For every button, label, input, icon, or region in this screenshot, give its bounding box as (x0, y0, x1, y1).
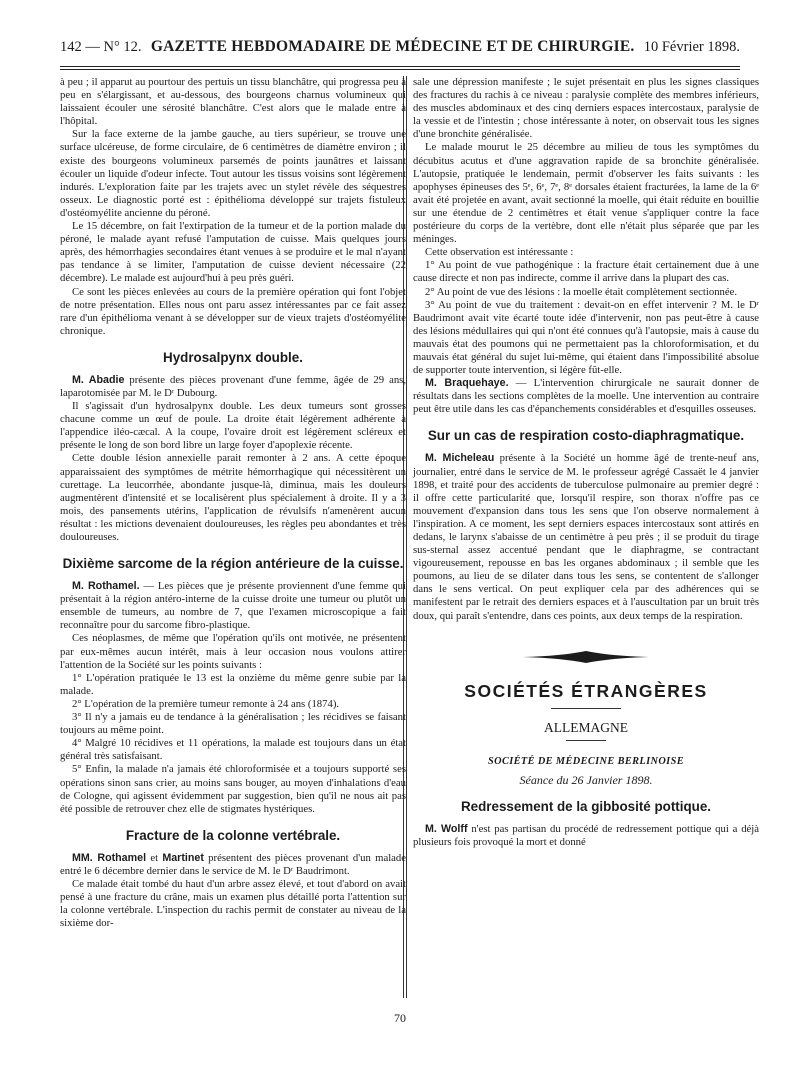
page-number: 70 (394, 1011, 406, 1025)
ornament-divider (413, 637, 759, 677)
section-heading-respiration: Sur un cas de respiration costo-diaphragmatique. (427, 428, 745, 444)
major-section-title: SOCIÉTÉS ÉTRANGÈRES (464, 680, 708, 701)
section-heading-hydrosalpynx: Hydrosalpynx double. (163, 349, 303, 365)
header-rule (60, 66, 740, 70)
body-paragraph: Sur la face externe de la jambe gauche, au tiers supérieur, se trouve une surface ulcéreuse, de forme circulaire, de 6 centimètres de diamètre environ ; il existe des bourgeons volumineux parsemés de points jaunâtres et laissant écouler un liquide d'odeur infecte. Tout autour les tissus voisins sont légèrement indurés. L'exploration faite par les trajets avec un stylet révèle des séquestres osseux. Le diagnostic porté est : épithélioma développé sur trajets fistuleux d'ostéomyélite ancienne du péroné. (60, 128, 406, 219)
body-paragraph (413, 452, 759, 622)
speaker-name: M. Abadie (72, 373, 125, 386)
body-paragraph: à peu ; il apparut au pourtour des pertuis un tissu blanchâtre, qui progressa peu à peu en s'élargissant, et au-dessous, des bourgeons charnus volumineux qui laissaient écouler une sérosité blanchâtre. C'est alors que le malade entre à l'hôpital. (60, 76, 406, 128)
list-item: 3° Au point de vue du traitement : devait-on en effet intervenir ? M. le Dʳ Baudrimont avait vite écarté toute idée d'intervenir, non pas peut-être à cause des lésions médullaires qui qui n'ont été connues qu'à l'autopsie, mais à cause du mauvais état des poumons qui ne permettaient pas la chloroformisation, et du mauvais état général du sujet lui-même, qui étaient dans l'impossibilité absolue de supporter toute intervention, si légère fût-elle. (413, 298, 759, 377)
body-paragraph: Ce sont les pièces enlevées au cours de la première opération qui font l'objet de notre présentation. Elles nous ont paru assez intéressantes par ce fait assez rare d'un épithélioma venant à se développer sur de vieux trajets d'ostéomyélite chronique. (60, 285, 406, 337)
issue-date: 10 Février 1898. (643, 39, 740, 55)
speaker-name: Martinet (162, 851, 204, 864)
section-heading-fracture: Fracture de la colonne vertébrale. (125, 827, 341, 843)
country-rule (566, 740, 606, 741)
title-rule (551, 708, 621, 709)
body-paragraph (60, 374, 406, 400)
section-heading-gibbosite: Redressement de la gibbosité pottique. (460, 799, 711, 815)
body-paragraph: Cette observation est intéressante : (425, 246, 574, 259)
paragraph-text: présente à la Société un homme âgé de trente-neuf ans, journalier, entré dans le service de M. le professeur agrégé Cassaët le 4 janvier 1898, et traité pour des accidents de tuberculose pulmonaire au premier degré : il offre cette particularité que, lorsqu'il respire, son thorax n'offre pas ce mouvement d'expansion dans tous les sens que l'on observe normalement à l'inspiration. A ce moment, les sept derniers espaces intercostaux sont attirés en dedans, le larynx s'abaisse de un centimètre à peu près ; il se produit du tirage sus-sternal assez accentué pendant que le diaphragme, se contractant vigoureusement, repousse en bas les organes abdominaux ; il semble que les poumons, au lieu de se dilater dans tous les sens, se contentent de s'allonger dans le sens vertical. On peut expliquer cela par des adhérences qui se manifestent par le retrait des derniers espaces et à l'auscultation par un bruit très doux, qui paraît s'entendre, dans ces points, aux deux temps de la respiration. (413, 452, 760, 622)
list-item: 1° Au point de vue pathogénique : la fracture était certainement due à une cause directe et non pas indirecte, comme il arrive dans la plupart des cas. (413, 259, 759, 285)
column-divider (406, 76, 407, 998)
list-item: 3° Il n'y a jamais eu de tendance à la généralisation ; les récidives se faisant toujours au même point. (60, 711, 406, 737)
list-item: 1° L'opération pratiquée le 13 est la onzième du même genre subie par la malade. (60, 671, 406, 697)
list-item: 4° Malgré 10 récidives et 11 opérations, la malade est toujours dans un état général très satisfaisant. (60, 737, 406, 763)
speaker-name: M. Micheleau (425, 452, 495, 465)
body-paragraph: Ces néoplasmes, de même que l'opération qu'ils ont motivée, ne présentent par eux-mêmes aucun intérêt, mais à leur occasion nous voulons attirer l'attention de la Société sur les points suivants : (60, 632, 406, 671)
body-paragraph (413, 823, 759, 849)
body-paragraph: Le 15 décembre, on fait l'extirpation de la tumeur et de la portion malade du péroné, le malade ayant refusé l'amputation de cuisse. Mais quelques jours après, des hémorrhagies secondaires étant venues à se produire et le mal n'ayant pas tendance à se limiter, l'amputation de cuisse devient nécessaire (22 décembre). Le malade est aujourd'hui à peu près guéri. (60, 220, 406, 285)
paragraph-text: — Les pièces que je présente proviennent d'une femme qui présentait à la région antéro-interne de la cuisse droite une tumeur ou plutôt un ensemble de tumeurs, au nombre de 7, que l'examen microscopique a fait reconnaître pour du sarcome fibro-plastique. (60, 580, 406, 632)
paragraph-text: n'est pas partisan du procédé de redressement pottique qui a déjà plusieurs fois provoqué la mort et donné (413, 823, 759, 849)
paragraph-text: et (146, 851, 163, 864)
list-item: 2° L'opération de la première tumeur remonte à 24 ans (1874). (72, 697, 340, 710)
journal-title: GAZETTE HEBDOMADAIRE DE MÉDECINE ET DE CHIRURGIE. (150, 38, 635, 55)
speaker-name: M. Rothamel. (72, 580, 140, 593)
paragraph-text: présente des pièces provenant d'une femme, âgée de 29 ans, laparotomisée par M. le Dʳ Dubourg. (60, 373, 406, 399)
section-heading-sarcome: Dixième sarcome de la région antérieure de la cuisse. (62, 556, 404, 572)
session-date: Séance du 26 Janvier 1898. (519, 772, 653, 787)
right-column (413, 76, 759, 849)
speaker-name: M. Braquehaye. (425, 377, 509, 390)
body-paragraph: Il s'agissait d'un hydrosalpynx double. Les deux tumeurs sont grosses chacune comme un œuf de poule. La droite était légèrement adhérente à l'appendice iléo-cæcal. A la coupe, l'ovaire droit est légèrement scléreux et présente le long de son bord libre un large foyer d'apoplexie récente. (60, 400, 406, 452)
body-paragraph: Ce malade était tombé du haut d'un arbre assez élevé, et tout d'abord on avait pensé à une fracture du crâne, mais un examen plus détaillé porta l'attention sur la colonne vertébrale. L'inspection du rachis permit de constater au niveau de la sixième dor- (60, 877, 406, 930)
body-paragraph (60, 852, 406, 878)
paragraph-text: présentent des pièces provenant d'un malade entré le 6 décembre dernier dans le service de M. le Dʳ Baudrimont. (60, 851, 406, 877)
page-and-issue-number: 142 — N° 12. (60, 39, 142, 55)
speaker-name: M. Wolff (425, 823, 468, 836)
body-paragraph (413, 377, 759, 416)
left-column (60, 76, 406, 930)
country-heading: ALLEMAGNE (544, 719, 628, 735)
list-item: 2° Au point de vue des lésions : la moelle était complètement sectionnée. (425, 285, 738, 298)
running-header (60, 38, 740, 64)
list-item: 5° Enfin, la malade n'a jamais été chloroformisée et a toujours supporté ses opérations sinon sans crier, au moins sans bouger, au moyen d'inhalations d'eau de Cologne, qui agissent évidemment par suggestion, bien qu'il ne nous ait pas été possible de retrouver chez elle de stigmates hystériques. (60, 763, 406, 815)
body-paragraph: Le malade mourut le 25 décembre au milieu de tous les symptômes du décubitus acutus et d'une aggravation rapide de sa bronchite généralisée. L'autopsie, pratiquée le lendemain, permit d'observer les faits suivants : les apophyses épineuses des 5ᵉ, 6ᵉ, 7ᵉ, 8ᵉ dorsales étaient fracturées, la lame de la 6ᵉ avait été projetée en avant, avait sectionné la moelle, qui était réduite en bouillie sur une étendue de 2 centimètres et était venue s'appliquer contre la face postérieure du corps de la vertèbre, dont elle n'était plus séparée que par les méninges. (413, 141, 759, 246)
society-name: SOCIÉTÉ DE MÉDECINE BERLINOISE (488, 755, 684, 767)
body-paragraph: Cette double lésion annexielle parait remonter à 2 ans. A cette époque apparaissaient des symptômes de métrite hémorrhagique qui nécessitèrent un curettage. La leucorrhée, abondante jusque-là, diminua, mais les douleurs augmentèrent d'intensité et se localisèrent plus spécialement à droite. Il y a 3 mois, des pansements utérins, l'application de révulsifs n'amenèrent aucun résultat : les mictions devenaient douloureuses, les règles peu abondantes et très douloureuses. (60, 452, 406, 543)
paragraph-text: — L'intervention chirurgicale ne saurait donner de résultats dans les sections complètes de la moelle. Une intervention au contraire peut être utile dans les cas d'épanchements considérables et d'esquilles osseuses. (413, 377, 759, 416)
speaker-name: MM. Rothamel (72, 851, 147, 864)
body-paragraph: sale une dépression manifeste ; le sujet présentait en plus les signes classiques des fractures du rachis à ce niveau : paralysie complète des membres inférieurs, des muscles abdominaux et des cinq derniers espaces intercostaux, paralysie de la vessie et de l'intestin ; chose intéressante à noter, on observait tous les signes d'une bronchite généralisée. (413, 76, 759, 141)
body-paragraph (60, 580, 406, 632)
ornament-rule-icon (521, 650, 651, 664)
